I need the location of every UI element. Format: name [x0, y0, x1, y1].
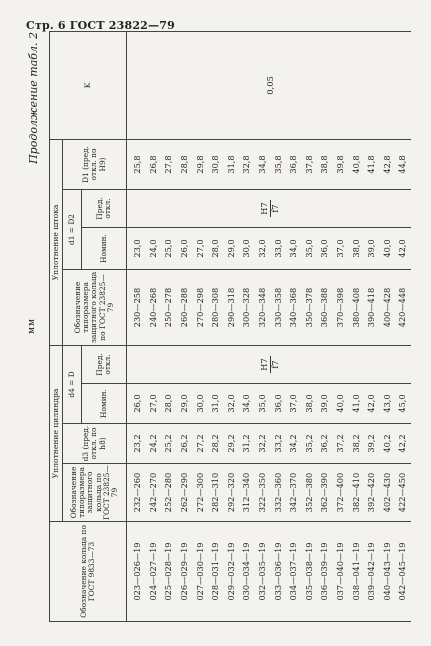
cell-prot-ring-piston: 322—350: [255, 464, 271, 522]
cell-d3: 26,2: [177, 424, 193, 464]
cell-d1-nominal: 37,0: [333, 228, 349, 270]
group-rod-seal: Уплотнение штока: [50, 139, 63, 345]
cell-ring-designation: 028—031—19: [208, 522, 224, 622]
cell-d3: 36,2: [317, 424, 333, 464]
cell-d3: 29,2: [224, 424, 240, 464]
cell-ring-designation: 024—027—19: [146, 522, 162, 622]
cell-d1-nominal: 30,0: [239, 228, 255, 270]
table-body: [127, 31, 411, 621]
cell-ring-designation: 038—041—19: [348, 522, 364, 622]
cell-prot-ring-rod: 250—278: [161, 270, 177, 346]
cell-prot-ring-rod: 300—328: [239, 270, 255, 346]
cell-d3: 32,2: [255, 424, 271, 464]
cell-d3: 24,2: [146, 424, 162, 464]
cell-ring-designation: 036—039—19: [317, 522, 333, 622]
cell-D1: 37,8: [302, 139, 318, 189]
cell-d4-nominal: 30,0: [192, 384, 208, 424]
cell-D1: 32,8: [239, 139, 255, 189]
col-D1: D1 (пред. откл. по H9): [63, 139, 127, 189]
cell-d4-nominal: 42,0: [364, 384, 380, 424]
cell-D1: 34,8: [255, 139, 271, 189]
cell-prot-ring-rod: 320—348: [255, 270, 271, 346]
col-prot-ring-rod: Обозначение типоразмера защитного кольца по ГОСТ 23825—79: [63, 270, 127, 346]
cell-d3: 27,2: [192, 424, 208, 464]
cell-prot-ring-rod: 380—408: [348, 270, 364, 346]
cell-ring-designation: 030—034—19: [239, 522, 255, 622]
cell-d3: 42,2: [395, 424, 411, 464]
cell-ring-designation: 033—036—19: [270, 522, 286, 622]
cell-d1-nominal: 29,0: [224, 228, 240, 270]
cell-d4-nominal: 31,0: [208, 384, 224, 424]
cell-prot-ring-rod: 370—398: [333, 270, 349, 346]
cell-d4-nominal: 41,0: [348, 384, 364, 424]
col-d4-tolerance: Пред. откл.: [82, 346, 127, 384]
seal-dimensions-table: [49, 31, 411, 622]
cell-d1-nominal: 28,0: [208, 228, 224, 270]
cell-prot-ring-rod: 390—418: [364, 270, 380, 346]
cell-d4-tolerance-upper: H7: [259, 358, 270, 371]
cell-d4-nominal: 38,0: [302, 384, 318, 424]
cell-d3: 25,2: [161, 424, 177, 464]
cell-d1-tolerance-lower: f7: [269, 204, 280, 213]
cell-d1-tolerance-fraction: [260, 200, 280, 216]
cell-prot-ring-piston: 372—400: [333, 464, 349, 522]
cell-d3: 28,2: [208, 424, 224, 464]
cell-d3: 35,2: [302, 424, 318, 464]
page-header: Стр. 6 ГОСТ 23822—79: [26, 19, 175, 32]
cell-prot-ring-rod: 240—268: [146, 270, 162, 346]
cell-prot-ring-rod: 290—318: [224, 270, 240, 346]
cell-D1: 35,8: [270, 139, 286, 189]
cell-prot-ring-piston: 342—370: [286, 464, 302, 522]
cell-d4-nominal: 27,0: [146, 384, 162, 424]
cell-prot-ring-piston: 332—360: [270, 464, 286, 522]
cell-D1: 29,8: [192, 139, 208, 189]
cell-D1: 39,8: [333, 139, 349, 189]
cell-prot-ring-rod: 280—308: [208, 270, 224, 346]
cell-D1: 36,8: [286, 139, 302, 189]
cell-D1: 27,8: [161, 139, 177, 189]
cell-prot-ring-rod: 260—288: [177, 270, 193, 346]
cell-d1-nominal: 38,0: [348, 228, 364, 270]
cell-prot-ring-piston: 232—260: [127, 464, 146, 522]
cell-d1-nominal: 26,0: [177, 228, 193, 270]
cell-D1: 41,8: [364, 139, 380, 189]
cell-d3: 38,2: [348, 424, 364, 464]
cell-prot-ring-rod: 270—298: [192, 270, 208, 346]
cell-prot-ring-piston: 282—310: [208, 464, 224, 522]
cell-D1: 38,8: [317, 139, 333, 189]
cell-prot-ring-rod: 360—388: [317, 270, 333, 346]
cell-d1-nominal: 32,0: [255, 228, 271, 270]
cell-D1: 44,8: [395, 139, 411, 189]
cell-d4-tolerance-fraction: [260, 356, 280, 372]
col-prot-ring-piston: Обозначение типоразмера защитного кольца по ГОСТ 23825—79: [63, 464, 127, 522]
cell-ring-designation: 034—037—19: [286, 522, 302, 622]
cell-prot-ring-piston: 352—380: [302, 464, 318, 522]
cell-d1-tolerance: [127, 190, 411, 228]
col-d1-D2: d1 = D2: [63, 190, 82, 270]
cell-ring-designation: 032—035—19: [255, 522, 271, 622]
cell-prot-ring-rod: 420—448: [395, 270, 411, 346]
cell-d1-nominal: 40,0: [380, 228, 396, 270]
cell-d1-nominal: 27,0: [192, 228, 208, 270]
cell-d3: 40,2: [380, 424, 396, 464]
cell-d4-nominal: 26,0: [127, 384, 146, 424]
cell-d4-tolerance-lower: f7: [269, 360, 280, 369]
cell-d1-nominal: 23,0: [127, 228, 146, 270]
col-d4-D: d4 = D: [63, 346, 82, 424]
cell-ring-designation: 039—042—19: [364, 522, 380, 622]
cell-d4-nominal: 35,0: [255, 384, 271, 424]
cell-prot-ring-piston: 292—320: [224, 464, 240, 522]
cell-prot-ring-piston: 262—290: [177, 464, 193, 522]
cell-D1: 28,8: [177, 139, 193, 189]
cell-d4-nominal: 28,0: [161, 384, 177, 424]
cell-d1-nominal: 34,0: [286, 228, 302, 270]
cell-D1: 25,8: [127, 139, 146, 189]
cell-d4-tolerance: [127, 346, 411, 384]
cell-k-value: 0,05: [127, 31, 411, 139]
cell-d4-nominal: 43,0: [380, 384, 396, 424]
cell-d1-nominal: 25,0: [161, 228, 177, 270]
cell-d3: 34,2: [286, 424, 302, 464]
units-label: мм: [27, 317, 37, 334]
cell-d3: 39,2: [364, 424, 380, 464]
cell-ring-designation: 023—026—19: [127, 522, 146, 622]
cell-prot-ring-rod: 350—378: [302, 270, 318, 346]
cell-prot-ring-rod: 230—258: [127, 270, 146, 346]
cell-prot-ring-piston: 382—410: [348, 464, 364, 522]
col-d1-tolerance: Пред. откл.: [82, 190, 127, 228]
cell-D1: 26,8: [146, 139, 162, 189]
cell-ring-designation: 042—045—19: [395, 522, 411, 622]
cell-prot-ring-piston: 252—280: [161, 464, 177, 522]
cell-d3: 31,2: [239, 424, 255, 464]
cell-D1: 40,8: [348, 139, 364, 189]
col-d1-nominal: Номин.: [82, 228, 127, 270]
cell-ring-designation: 027—030—19: [192, 522, 208, 622]
cell-prot-ring-piston: 392—420: [364, 464, 380, 522]
cell-d1-nominal: 35,0: [302, 228, 318, 270]
cell-ring-designation: 035—038—19: [302, 522, 318, 622]
cell-d4-nominal: 39,0: [317, 384, 333, 424]
cell-ring-designation: 026—029—19: [177, 522, 193, 622]
cell-prot-ring-rod: 340—368: [286, 270, 302, 346]
cell-d1-nominal: 39,0: [364, 228, 380, 270]
table-row: [127, 31, 146, 621]
col-k: K: [50, 31, 127, 139]
cell-d4-nominal: 32,0: [224, 384, 240, 424]
cell-d4-nominal: 37,0: [286, 384, 302, 424]
table-wrapper: [49, 32, 411, 622]
cell-d4-nominal: 45,0: [395, 384, 411, 424]
cell-d1-nominal: 24,0: [146, 228, 162, 270]
cell-prot-ring-piston: 422—450: [395, 464, 411, 522]
cell-d3: 23,2: [127, 424, 146, 464]
cell-D1: 31,8: [224, 139, 240, 189]
cell-prot-ring-piston: 362—390: [317, 464, 333, 522]
group-piston-seal: Уплотнение цилиндра: [50, 346, 63, 522]
cell-ring-designation: 037—040—19: [333, 522, 349, 622]
cell-prot-ring-piston: 272—300: [192, 464, 208, 522]
cell-d1-nominal: 42,0: [395, 228, 411, 270]
cell-d3: 33,2: [270, 424, 286, 464]
cell-prot-ring-piston: 242—270: [146, 464, 162, 522]
cell-D1: 30,8: [208, 139, 224, 189]
col-d4-nominal: Номин.: [82, 384, 127, 424]
cell-ring-designation: 040—043—19: [380, 522, 396, 622]
cell-prot-ring-piston: 402—430: [380, 464, 396, 522]
cell-ring-designation: 029—032—19: [224, 522, 240, 622]
cell-d4-nominal: 34,0: [239, 384, 255, 424]
cell-d3: 37,2: [333, 424, 349, 464]
rotated-table-area: [23, 32, 415, 622]
col-d3: d3 (пред. откл. по h8): [63, 424, 127, 464]
cell-prot-ring-rod: 330—358: [270, 270, 286, 346]
cell-d4-nominal: 40,0: [333, 384, 349, 424]
cell-D1: 42,8: [380, 139, 396, 189]
continuation-label: Продолжение табл. 2: [27, 32, 40, 164]
cell-d1-nominal: 36,0: [317, 228, 333, 270]
cell-prot-ring-rod: 400—428: [380, 270, 396, 346]
cell-prot-ring-piston: 312—340: [239, 464, 255, 522]
cell-d4-nominal: 36,0: [270, 384, 286, 424]
cell-d1-tolerance-upper: H7: [259, 202, 270, 215]
cell-d4-nominal: 29,0: [177, 384, 193, 424]
cell-d1-nominal: 33,0: [270, 228, 286, 270]
col-ring-designation: Обозначение кольца по ГОСТ 9833—73: [50, 522, 127, 622]
cell-ring-designation: 025—028—19: [161, 522, 177, 622]
